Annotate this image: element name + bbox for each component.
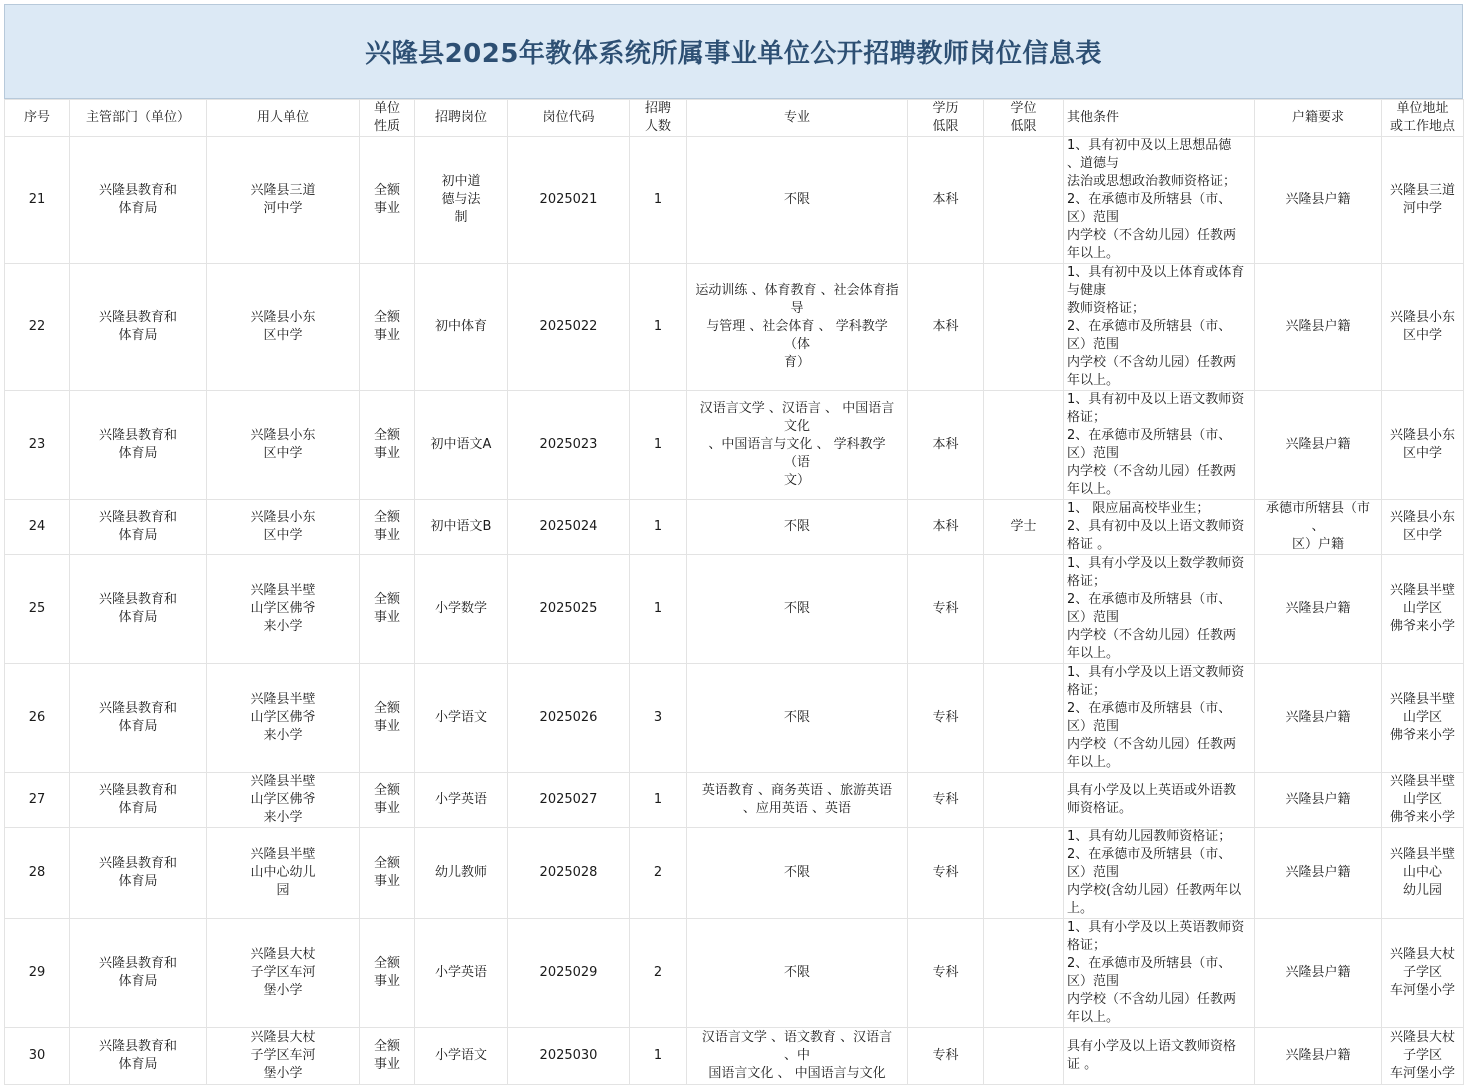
table-cell: 兴隆县户籍 [1255, 1028, 1382, 1085]
table-cell: 兴隆县小东 区中学 [1382, 500, 1464, 555]
table-cell: 运动训练 、体育教育 、社会体育指 导 与管理 、社会体育 、 学科教学 （体 育） [687, 264, 908, 391]
table-cell: 全额 事业 [360, 264, 415, 391]
table-cell: 汉语言文学 、语文教育 、汉语言 、中 国语言文化 、 中国语言与文化 [687, 1028, 908, 1085]
table-cell: 1、具有初中及以上语文教师资 格证； 2、在承德市及所辖县（市、 区）范围 内学校（不含幼儿园）任教两 年以上。 [1064, 391, 1255, 500]
table-cell: 兴隆县小东 区中学 [1382, 391, 1464, 500]
table-cell: 2025026 [508, 664, 630, 773]
table-cell: 2025027 [508, 773, 630, 828]
table-cell: 兴隆县教育和 体育局 [70, 391, 207, 500]
table-cell: 全额 事业 [360, 919, 415, 1028]
table-cell: 专科 [908, 664, 984, 773]
header-cell: 其他条件 [1064, 100, 1255, 137]
table-cell: 兴隆县户籍 [1255, 264, 1382, 391]
table-cell: 兴隆县三道 河中学 [207, 137, 360, 264]
table-row [5, 1028, 1464, 1085]
table-cell: 兴隆县大杖 子学区车河 堡小学 [207, 1028, 360, 1085]
table-cell: 兴隆县半壁 山学区佛爷 来小学 [207, 555, 360, 664]
table-cell: 初中道 德与法 制 [415, 137, 508, 264]
table-cell: 25 [5, 555, 70, 664]
header-cell: 专业 [687, 100, 908, 137]
table-cell: 2 [630, 828, 687, 919]
table-cell: 学士 [984, 500, 1064, 555]
table-cell [984, 137, 1064, 264]
table-row [5, 137, 1464, 264]
table-cell: 小学语文 [415, 664, 508, 773]
table-cell: 全额 事业 [360, 773, 415, 828]
table-row [5, 391, 1464, 500]
table-cell [984, 1028, 1064, 1085]
table-cell: 兴隆县教育和 体育局 [70, 264, 207, 391]
table-cell: 全额 事业 [360, 828, 415, 919]
table-row [5, 773, 1464, 828]
recruitment-table [4, 99, 1464, 1085]
table-cell: 兴隆县半壁 山学区 佛爷来小学 [1382, 773, 1464, 828]
table-cell: 初中体育 [415, 264, 508, 391]
table-cell: 专科 [908, 773, 984, 828]
table-cell: 兴隆县教育和 体育局 [70, 1028, 207, 1085]
table-cell: 兴隆县小东 区中学 [207, 500, 360, 555]
table-cell: 全额 事业 [360, 555, 415, 664]
title-banner [4, 4, 1463, 99]
table-cell: 不限 [687, 664, 908, 773]
table-cell: 30 [5, 1028, 70, 1085]
header-row [5, 100, 1464, 137]
table-cell: 兴隆县小东 区中学 [207, 391, 360, 500]
table-cell: 兴隆县户籍 [1255, 828, 1382, 919]
table-cell: 21 [5, 137, 70, 264]
table-cell: 兴隆县教育和 体育局 [70, 828, 207, 919]
table-cell: 24 [5, 500, 70, 555]
header-cell: 学历 低限 [908, 100, 984, 137]
table-cell: 初中语文B [415, 500, 508, 555]
table-row [5, 919, 1464, 1028]
header-cell: 单位 性质 [360, 100, 415, 137]
table-cell [984, 828, 1064, 919]
header-cell: 招聘岗位 [415, 100, 508, 137]
table-cell: 兴隆县半壁 山中心幼儿 园 [207, 828, 360, 919]
table-cell: 2 [630, 919, 687, 1028]
table-cell: 1 [630, 555, 687, 664]
header-cell: 主管部门（单位） [70, 100, 207, 137]
table-cell: 全额 事业 [360, 664, 415, 773]
table-cell: 1、具有初中及以上体育或体育 与健康 教师资格证； 2、在承德市及所辖县（市、 区）范围 内学校（不含幼儿园）任教两 年以上。 [1064, 264, 1255, 391]
table-cell: 2025029 [508, 919, 630, 1028]
table-cell: 专科 [908, 919, 984, 1028]
table-cell: 本科 [908, 264, 984, 391]
table-cell: 兴隆县大杖 子学区 车河堡小学 [1382, 919, 1464, 1028]
table-cell: 1 [630, 1028, 687, 1085]
table-cell: 1 [630, 500, 687, 555]
table-row [5, 500, 1464, 555]
table-cell: 2025025 [508, 555, 630, 664]
table-cell: 2025021 [508, 137, 630, 264]
table-cell: 22 [5, 264, 70, 391]
table-cell: 不限 [687, 828, 908, 919]
table-body [5, 137, 1464, 1085]
table-cell: 英语教育 、商务英语 、旅游英语 、应用英语 、英语 [687, 773, 908, 828]
table-cell: 1 [630, 137, 687, 264]
table-cell: 不限 [687, 919, 908, 1028]
table-cell [984, 391, 1064, 500]
table-cell: 兴隆县半壁 山中心 幼儿园 [1382, 828, 1464, 919]
table-cell: 1、具有小学及以上英语教师资 格证； 2、在承德市及所辖县（市、 区）范围 内学校（不含幼儿园）任教两 年以上。 [1064, 919, 1255, 1028]
table-cell: 兴隆县户籍 [1255, 919, 1382, 1028]
table-cell: 具有小学及以上语文教师资格 证 。 [1064, 1028, 1255, 1085]
table-cell [984, 264, 1064, 391]
header-cell: 序号 [5, 100, 70, 137]
table-cell [984, 555, 1064, 664]
table-cell: 23 [5, 391, 70, 500]
table-cell: 1 [630, 391, 687, 500]
table-cell: 27 [5, 773, 70, 828]
table-cell: 1 [630, 773, 687, 828]
table-cell: 不限 [687, 555, 908, 664]
table-cell: 小学英语 [415, 919, 508, 1028]
table-cell: 全额 事业 [360, 1028, 415, 1085]
table-cell: 兴隆县大杖 子学区车河 堡小学 [207, 919, 360, 1028]
table-cell: 2025024 [508, 500, 630, 555]
table-cell: 兴隆县教育和 体育局 [70, 664, 207, 773]
table-cell: 兴隆县半壁 山学区 佛爷来小学 [1382, 555, 1464, 664]
table-cell: 专科 [908, 828, 984, 919]
table-cell: 本科 [908, 391, 984, 500]
table-cell: 初中语文A [415, 391, 508, 500]
table-cell: 1、具有小学及以上数学教师资 格证； 2、在承德市及所辖县（市、 区）范围 内学校（不含幼儿园）任教两 年以上。 [1064, 555, 1255, 664]
table-cell: 兴隆县教育和 体育局 [70, 555, 207, 664]
header-cell: 单位地址 或工作地点 [1382, 100, 1464, 137]
table-cell: 兴隆县户籍 [1255, 664, 1382, 773]
table-cell: 28 [5, 828, 70, 919]
table-cell: 兴隆县三道 河中学 [1382, 137, 1464, 264]
table-cell: 小学英语 [415, 773, 508, 828]
table-cell: 专科 [908, 555, 984, 664]
table-cell: 2025028 [508, 828, 630, 919]
table-cell: 1、具有小学及以上语文教师资 格证； 2、在承德市及所辖县（市、 区）范围 内学校（不含幼儿园）任教两 年以上。 [1064, 664, 1255, 773]
table-cell: 汉语言文学 、汉语言 、 中国语言 文化 、中国语言与文化 、 学科教学 （语 文） [687, 391, 908, 500]
header-cell: 户籍要求 [1255, 100, 1382, 137]
table-cell: 26 [5, 664, 70, 773]
table-cell: 全额 事业 [360, 500, 415, 555]
table-cell: 兴隆县教育和 体育局 [70, 500, 207, 555]
table-cell: 全额 事业 [360, 391, 415, 500]
table-cell: 29 [5, 919, 70, 1028]
table-cell: 不限 [687, 137, 908, 264]
table-cell: 本科 [908, 500, 984, 555]
table-cell: 兴隆县户籍 [1255, 391, 1382, 500]
table-cell: 兴隆县小东 区中学 [207, 264, 360, 391]
table-cell: 3 [630, 664, 687, 773]
table-cell: 1、 限应届高校毕业生； 2、具有初中及以上语文教师资 格证 。 [1064, 500, 1255, 555]
table-row [5, 264, 1464, 391]
table-cell: 兴隆县教育和 体育局 [70, 919, 207, 1028]
table-cell: 兴隆县半壁 山学区佛爷 来小学 [207, 773, 360, 828]
header-cell: 用人单位 [207, 100, 360, 137]
table-cell: 2025030 [508, 1028, 630, 1085]
table-cell: 兴隆县教育和 体育局 [70, 137, 207, 264]
table-row [5, 555, 1464, 664]
table-cell: 兴隆县小东 区中学 [1382, 264, 1464, 391]
table-cell: 小学语文 [415, 1028, 508, 1085]
table-cell: 1、具有幼儿园教师资格证； 2、在承德市及所辖县（市、 区）范围 内学校(含幼儿园）任教两年以 上。 [1064, 828, 1255, 919]
page-title: 兴隆县2025年教体系统所属事业单位公开招聘教师岗位信息表 [365, 39, 1102, 69]
table-cell: 兴隆县教育和 体育局 [70, 773, 207, 828]
table-cell: 兴隆县半壁 山学区 佛爷来小学 [1382, 664, 1464, 773]
table-cell [984, 919, 1064, 1028]
header-cell: 学位 低限 [984, 100, 1064, 137]
table-cell: 兴隆县大杖 子学区 车河堡小学 [1382, 1028, 1464, 1085]
table-row [5, 664, 1464, 773]
table-cell: 本科 [908, 137, 984, 264]
table-cell: 1 [630, 264, 687, 391]
table-cell [984, 773, 1064, 828]
table-cell: 承德市所辖县（市 、 区）户籍 [1255, 500, 1382, 555]
table-cell: 2025023 [508, 391, 630, 500]
table-cell: 兴隆县半壁 山学区佛爷 来小学 [207, 664, 360, 773]
header-cell: 招聘 人数 [630, 100, 687, 137]
table-cell: 兴隆县户籍 [1255, 773, 1382, 828]
header-cell: 岗位代码 [508, 100, 630, 137]
table-cell: 小学数学 [415, 555, 508, 664]
table-cell: 专科 [908, 1028, 984, 1085]
table-cell: 具有小学及以上英语或外语教 师资格证。 [1064, 773, 1255, 828]
table-cell: 全额 事业 [360, 137, 415, 264]
table-cell: 兴隆县户籍 [1255, 555, 1382, 664]
table-row [5, 828, 1464, 919]
table-cell: 不限 [687, 500, 908, 555]
table-cell: 1、具有初中及以上思想品德 、道德与 法治或思想政治教师资格证； 2、在承德市及所辖县（市、 区）范围 内学校（不含幼儿园）任教两 年以上。 [1064, 137, 1255, 264]
table-cell: 幼儿教师 [415, 828, 508, 919]
table-cell [984, 664, 1064, 773]
table-cell: 2025022 [508, 264, 630, 391]
table-cell: 兴隆县户籍 [1255, 137, 1382, 264]
